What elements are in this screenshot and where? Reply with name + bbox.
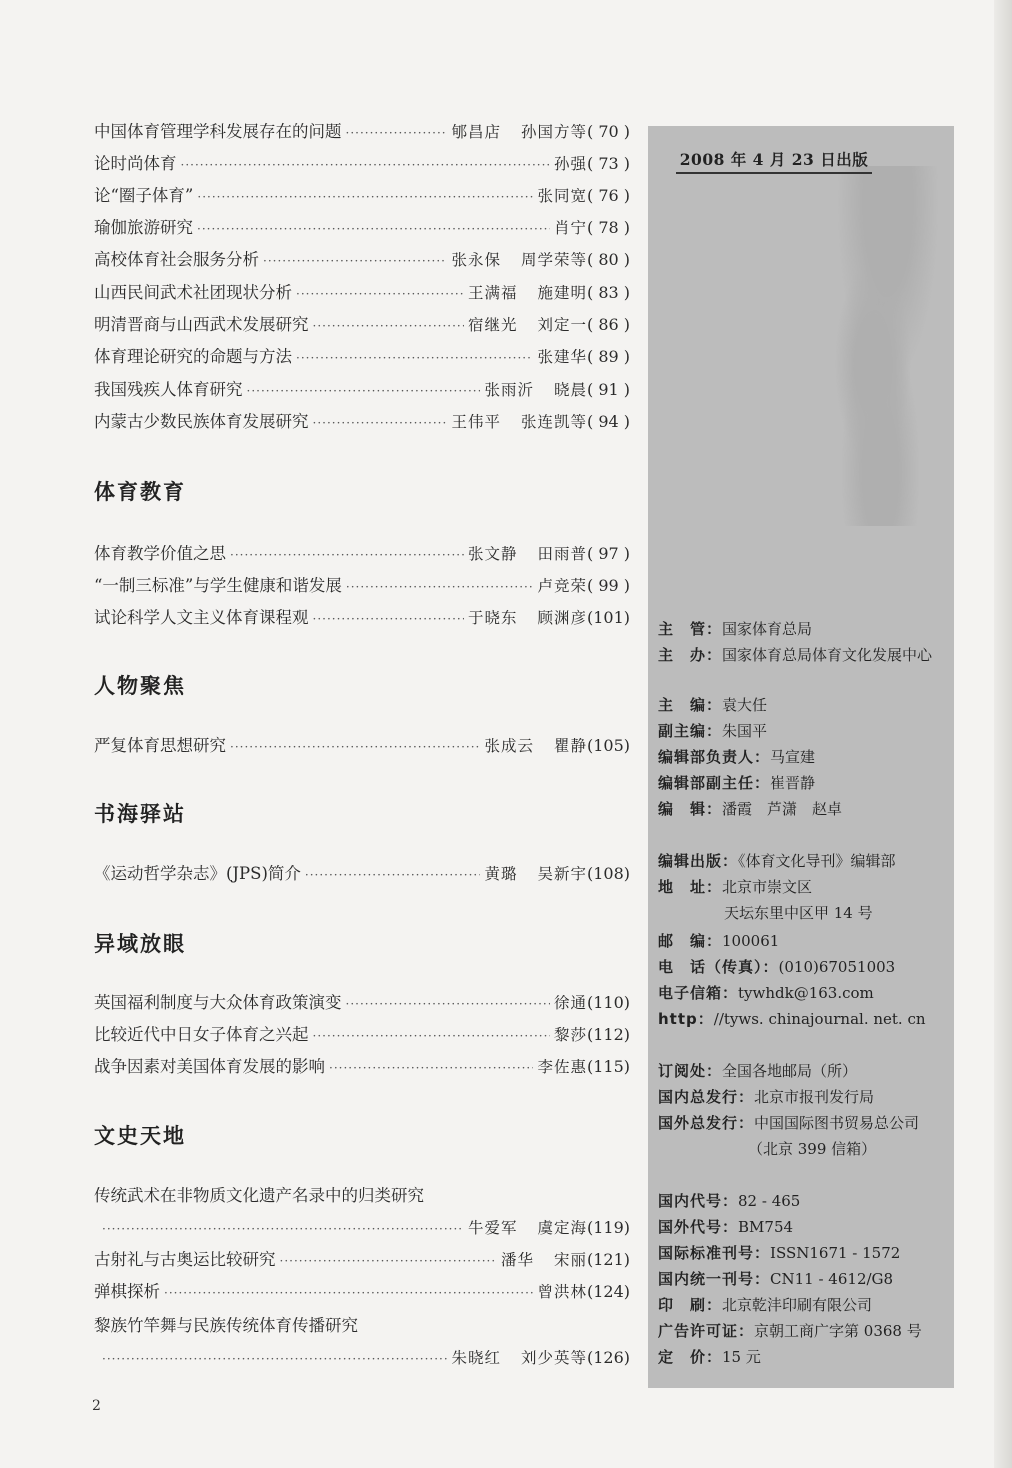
dot-leader: [313, 312, 464, 340]
info-value: 北京市崇文区: [722, 878, 813, 896]
entry-page: ( 99 ): [586, 576, 630, 595]
author-name: 牛爱军: [467, 1219, 518, 1237]
toc-entry: [94, 1182, 630, 1210]
info-label: 电 话（传真）：: [658, 958, 779, 976]
info-label: 广告许可证：: [658, 1322, 755, 1340]
entry-title: 古射礼与古奥运比较研究: [94, 1250, 276, 1269]
dot-leader: [197, 183, 533, 211]
info-label: 国际标准刊号：: [658, 1244, 771, 1262]
toc-entry: [94, 1246, 630, 1274]
section-heading: 体育教育: [94, 480, 186, 504]
author-name: 黎莎: [553, 1026, 587, 1044]
author-name: 于晓东: [467, 609, 518, 627]
info-label: http：: [658, 1010, 714, 1028]
info-value: 中国国际图书贸易总公司: [754, 1114, 920, 1132]
info-value: 全国各地邮局（所）: [722, 1062, 858, 1080]
entry-authors: [537, 572, 587, 600]
entry-authors: [554, 989, 587, 1017]
dot-leader: [102, 1215, 464, 1243]
info-label: 编辑部负责人：: [658, 748, 771, 766]
entry-page: (105): [586, 736, 630, 755]
author-name: 瞿静: [553, 737, 587, 755]
dot-leader: [230, 733, 480, 761]
author-name: 卢竞荣: [537, 577, 587, 595]
entry-authors: [468, 540, 587, 568]
info-value: 崔晋静: [770, 774, 816, 792]
info-label: 编辑部副主任：: [658, 774, 771, 792]
toc-entry: [94, 343, 630, 371]
entry-title: 严复体育思想研究: [94, 736, 226, 755]
info-label: 国内代号：: [658, 1192, 739, 1210]
entry-title: 论时尚体育: [94, 154, 177, 173]
info-line: [658, 746, 950, 768]
author-name: 虞定海: [537, 1219, 587, 1237]
info-line: [658, 1190, 950, 1212]
info-value: 袁大任: [722, 696, 768, 714]
entry-authors: [484, 732, 587, 760]
dot-leader: [329, 1054, 533, 1082]
entry-page: ( 70 ): [586, 122, 630, 141]
info-value: 潘霞 芦潇 赵卓: [722, 800, 843, 818]
info-line: [658, 694, 950, 716]
toc-entry: [94, 182, 630, 210]
author-name: 刘定一: [537, 316, 587, 334]
info-line: [658, 1060, 950, 1082]
info-line: [658, 1242, 950, 1264]
toc-entry: [94, 540, 630, 568]
author-name: 宋丽: [553, 1251, 587, 1269]
author-name: 田雨普: [537, 545, 587, 563]
dot-leader: [346, 990, 550, 1018]
info-label: 定 价：: [658, 1348, 723, 1366]
toc-entry: [94, 408, 630, 436]
info-line: [658, 1268, 950, 1290]
author-name: 肖宁: [553, 219, 587, 237]
entry-authors: [468, 1214, 587, 1242]
info-label: 印 刷：: [658, 1296, 723, 1314]
entry-authors: [484, 860, 587, 888]
toc-entry: [94, 1053, 630, 1081]
entry-authors: [451, 408, 587, 436]
info-line: [658, 982, 950, 1004]
background-watermark: [798, 166, 948, 526]
info-line: [658, 1346, 950, 1368]
entry-authors: [537, 1053, 587, 1081]
toc-entry: [94, 989, 630, 1017]
info-value: ISSN1671 - 1572: [770, 1244, 901, 1262]
publication-info-panel: [648, 126, 954, 1388]
page-number: 2: [92, 1398, 101, 1414]
entry-page: ( 94 ): [586, 412, 630, 431]
dot-leader: [247, 377, 481, 405]
dot-leader: [305, 861, 481, 889]
toc-entry: [94, 376, 630, 404]
author-name: 潘华: [500, 1251, 534, 1269]
entry-page: (101): [586, 608, 630, 627]
author-name: 晓晨: [553, 381, 587, 399]
entry-title: 明清晋商与山西武术发展研究: [94, 315, 309, 334]
author-name: 张永保: [451, 251, 501, 269]
toc-entry: [94, 604, 630, 632]
author-name: 吴新宇: [537, 865, 587, 883]
author-name: 刘少英等: [520, 1349, 587, 1367]
dot-leader: [102, 1345, 447, 1373]
info-line: [658, 1008, 950, 1030]
entry-title: 体育理论研究的命题与方法: [94, 347, 292, 366]
dot-leader: [181, 151, 550, 179]
entry-authors: [468, 604, 587, 632]
entry-page: ( 80 ): [586, 250, 630, 269]
toc-entry: [94, 1021, 630, 1049]
info-value: 15 元: [722, 1348, 761, 1366]
info-value: 京朝工商广字第 0368 号: [754, 1322, 922, 1340]
author-name: 张同宽: [537, 187, 587, 205]
dot-leader: [164, 1279, 533, 1307]
info-line: [658, 772, 950, 794]
author-name: 朱晓红: [451, 1349, 501, 1367]
toc-entry: [94, 1344, 630, 1372]
entry-authors: [554, 214, 587, 242]
entry-title: 英国福利制度与大众体育政策演变: [94, 993, 342, 1012]
entry-page: ( 76 ): [586, 186, 630, 205]
info-line: [658, 618, 950, 640]
info-value: (010)67051003: [778, 958, 896, 976]
entry-authors: [451, 246, 587, 274]
publication-date: 2008 年 4 月 23 日出版: [676, 148, 872, 174]
info-value: 国家体育总局体育文化发展中心: [722, 646, 933, 664]
entry-page: (121): [586, 1250, 630, 1269]
toc-entry: [94, 860, 630, 888]
info-label: 国外代号：: [658, 1218, 739, 1236]
info-line: [658, 1086, 950, 1108]
toc-entry: [94, 732, 630, 760]
info-line: [658, 644, 950, 666]
entry-page: ( 91 ): [586, 380, 630, 399]
info-value: 马宣建: [770, 748, 816, 766]
entry-title: 黎族竹竿舞与民族传统体育传播研究: [94, 1316, 358, 1335]
entry-title: 《运动哲学杂志》(JPS)简介: [94, 864, 301, 883]
info-line: [658, 720, 950, 742]
entry-title: 论“圈子体育”: [94, 186, 194, 205]
author-name: 王伟平: [451, 413, 501, 431]
author-name: 曾洪林: [537, 1283, 587, 1301]
toc-entry: [94, 1278, 630, 1306]
entry-title: 传统武术在非物质文化遗产名录中的归类研究: [94, 1186, 424, 1205]
author-name: 孙国方等: [520, 123, 587, 141]
author-name: 黄璐: [484, 865, 518, 883]
toc-entry: [94, 150, 630, 178]
dot-leader: [230, 541, 464, 569]
toc-entry: [94, 118, 630, 146]
info-label: 邮 编：: [658, 932, 723, 950]
entry-authors: [451, 118, 587, 146]
toc-entry: [94, 572, 630, 600]
author-name: 孙强: [553, 155, 587, 173]
info-label: 编辑出版：: [658, 852, 739, 870]
entry-title: 体育教学价值之思: [94, 544, 226, 563]
entry-page: (110): [586, 993, 630, 1012]
entry-page: ( 83 ): [586, 283, 630, 302]
dot-leader: [346, 119, 448, 147]
entry-title: 弹棋探析: [94, 1282, 160, 1301]
info-label: 地 址：: [658, 878, 723, 896]
toc-entry: [94, 214, 630, 242]
author-name: 王满福: [467, 284, 518, 302]
info-label: 国内总发行：: [658, 1088, 755, 1106]
entry-authors: [501, 1246, 587, 1274]
entry-authors: [468, 279, 587, 307]
info-value: 天坛东里中区甲 14 号: [724, 904, 873, 922]
author-name: 张连凯等: [520, 413, 587, 431]
dot-leader: [346, 573, 534, 601]
dot-leader: [313, 605, 464, 633]
info-line: [658, 850, 950, 872]
info-label: 主 管：: [658, 620, 723, 638]
info-line: [748, 1138, 1012, 1160]
author-name: 张建华: [537, 348, 587, 366]
entry-title: “一制三标准”与学生健康和谐发展: [94, 576, 342, 595]
info-value: CN11 - 4612/G8: [770, 1270, 894, 1288]
info-line: [658, 930, 950, 952]
info-value: //tyws. chinajournal. net. cn: [713, 1010, 926, 1028]
entry-page: ( 73 ): [586, 154, 630, 173]
dot-leader: [296, 344, 533, 372]
entry-page: (115): [586, 1057, 630, 1076]
section-heading: 人物聚焦: [94, 674, 186, 698]
entry-authors: [468, 311, 587, 339]
info-line: [658, 1294, 950, 1316]
entry-page: (108): [586, 864, 630, 883]
author-name: 徐通: [553, 994, 587, 1012]
info-label: 编 辑：: [658, 800, 723, 818]
entry-title: 内蒙古少数民族体育发展研究: [94, 412, 309, 431]
entry-title: 山西民间武术社团现状分析: [94, 283, 292, 302]
author-name: 郇昌店: [451, 123, 501, 141]
page-edge: [994, 0, 1012, 1468]
info-value: tywhdk@163.com: [738, 984, 874, 1002]
entry-title: 高校体育社会服务分析: [94, 250, 259, 269]
entry-title: 比较近代中日女子体育之兴起: [94, 1025, 309, 1044]
author-name: 张雨沂: [484, 381, 534, 399]
dot-leader: [280, 1247, 497, 1275]
info-label: 订阅处：: [658, 1062, 723, 1080]
entry-title: 我国残疾人体育研究: [94, 380, 243, 399]
info-label: 主 编：: [658, 696, 723, 714]
toc-entry: [94, 279, 630, 307]
dot-leader: [197, 215, 550, 243]
toc-entry: [94, 1214, 630, 1242]
entry-page: (124): [586, 1282, 630, 1301]
entry-authors: [554, 150, 587, 178]
entry-authors: [484, 376, 587, 404]
author-name: 张成云: [484, 737, 534, 755]
info-value: BM754: [738, 1218, 794, 1236]
info-line: [658, 1112, 950, 1134]
info-value: 100061: [722, 932, 780, 950]
info-value: 北京乾沣印刷有限公司: [722, 1296, 873, 1314]
dot-leader: [313, 1022, 550, 1050]
toc-entry: [94, 246, 630, 274]
entry-authors: [451, 1344, 587, 1372]
info-line: [658, 1320, 950, 1342]
entry-title: 中国体育管理学科发展存在的问题: [94, 122, 342, 141]
entry-page: ( 89 ): [586, 347, 630, 366]
info-line: [724, 902, 1012, 924]
author-name: 宿继光: [467, 316, 518, 334]
author-name: 周学荣等: [520, 251, 587, 269]
entry-page: (126): [586, 1348, 630, 1367]
info-value: 《体育文化导刊》编辑部: [738, 852, 896, 870]
info-label: 副主编：: [658, 722, 723, 740]
info-value: 北京市报刊发行局: [754, 1088, 875, 1106]
entry-authors: [537, 343, 587, 371]
entry-authors: [537, 1278, 587, 1306]
info-line: [658, 956, 950, 978]
author-name: 施建明: [537, 284, 587, 302]
info-label: 主 办：: [658, 646, 723, 664]
author-name: 张文静: [467, 545, 518, 563]
dot-leader: [313, 409, 448, 437]
entry-page: ( 86 ): [586, 315, 630, 334]
info-line: [658, 876, 950, 898]
section-heading: 异域放眼: [94, 932, 186, 956]
info-value: 82 - 465: [738, 1192, 801, 1210]
dot-leader: [296, 280, 464, 308]
entry-title: 试论科学人文主义体育课程观: [94, 608, 309, 627]
section-heading: 书海驿站: [94, 802, 186, 826]
entry-page: ( 97 ): [586, 544, 630, 563]
entry-title: 瑜伽旅游研究: [94, 218, 193, 237]
info-line: [658, 1216, 950, 1238]
entry-page: (119): [586, 1218, 630, 1237]
author-name: 李佐惠: [537, 1058, 587, 1076]
entry-authors: [537, 182, 587, 210]
toc-entry: [94, 311, 630, 339]
info-value: 朱国平: [722, 722, 768, 740]
info-value: （北京 399 信箱）: [748, 1140, 877, 1158]
info-label: 国外总发行：: [658, 1114, 755, 1132]
info-value: 国家体育总局: [722, 620, 813, 638]
dot-leader: [263, 247, 447, 275]
author-name: 顾渊彦: [537, 609, 587, 627]
entry-title: 战争因素对美国体育发展的影响: [94, 1057, 325, 1076]
section-heading: 文史天地: [94, 1124, 186, 1148]
info-line: [658, 798, 950, 820]
entry-page: ( 78 ): [586, 218, 630, 237]
entry-page: (112): [586, 1025, 630, 1044]
toc-entry: [94, 1312, 630, 1340]
info-label: 国内统一刊号：: [658, 1270, 771, 1288]
info-label: 电子信箱：: [658, 984, 739, 1002]
entry-authors: [554, 1021, 587, 1049]
